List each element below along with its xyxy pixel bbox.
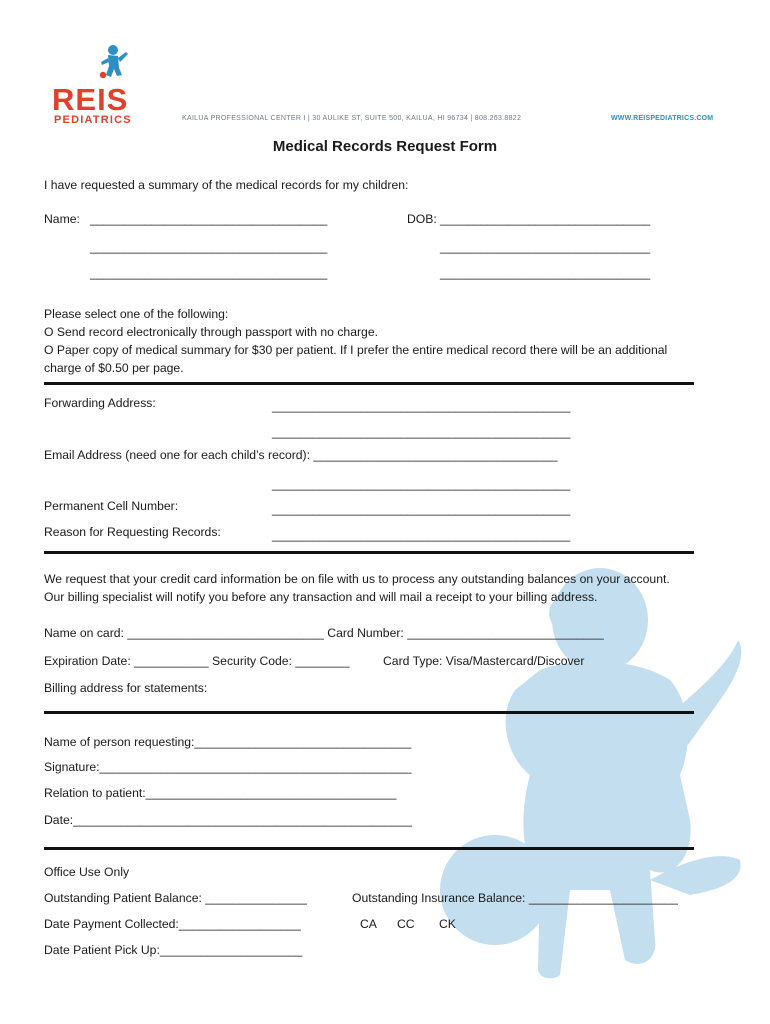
forwarding-address-field-1[interactable]: ____________________________________________ <box>272 399 571 413</box>
reason-label: Reason for Requesting Records: <box>44 525 221 539</box>
email-address-field-2[interactable]: ____________________________________________ <box>272 477 571 491</box>
reason-field[interactable]: ____________________________________________ <box>272 528 571 542</box>
select-heading: Please select one of the following: <box>44 307 229 321</box>
logo-subtitle: PEDIATRICS <box>54 114 132 126</box>
option-paper[interactable]: O Paper copy of medical summary for $30 per patient. If I prefer the entire medical record there will be an additional <box>44 343 668 357</box>
forwarding-address-field-2[interactable]: ____________________________________________ <box>272 425 571 439</box>
payment-collected-field[interactable]: Date Payment Collected:__________________ <box>44 917 301 931</box>
dob-label: DOB: <box>407 212 437 226</box>
billing-address-label: Billing address for statements: <box>44 681 208 695</box>
intro-text: I have requested a summary of the medical records for my children: <box>44 178 409 192</box>
card-type-text: Card Type: Visa/Mastercard/Discover <box>383 654 585 668</box>
child-name-field-2[interactable]: ___________________________________ <box>90 240 328 254</box>
forwarding-address-label: Forwarding Address: <box>44 396 156 410</box>
payment-method-cc[interactable]: CC <box>397 917 415 931</box>
option-electronic[interactable]: O Send record electronically through passport with no charge. <box>44 325 378 339</box>
child-silhouette-watermark <box>420 560 750 980</box>
expiration-security-fields[interactable]: Expiration Date: ___________ Security Code: ________ <box>44 654 350 668</box>
patient-balance-field[interactable]: Outstanding Patient Balance: _______________ <box>44 891 307 905</box>
cell-number-label: Permanent Cell Number: <box>44 499 179 513</box>
insurance-balance-field[interactable]: Outstanding Insurance Balance: ______________________ <box>352 891 678 905</box>
header-website-link[interactable]: WWW.REISPEDIATRICS.COM <box>611 115 714 122</box>
name-label: Name: <box>44 212 80 226</box>
billing-notice-1: We request that your credit card information be on file with us to process any outstanding balances on your account. <box>44 572 670 586</box>
section-divider <box>44 382 694 385</box>
requester-name-field[interactable]: Name of person requesting:________________________________ <box>44 735 412 749</box>
relation-field[interactable]: Relation to patient:_____________________________________ <box>44 786 397 800</box>
logo-wordmark: REIS <box>52 82 129 117</box>
header-address: KAILUA PROFESSIONAL CENTER I | 30 AULIKE ST, SUITE 500, KAILUA, HI 96734 | 808.263.8822 <box>182 115 522 122</box>
payment-method-ck[interactable]: CK <box>439 917 456 931</box>
signature-field[interactable]: Signature:______________________________________________ <box>44 760 412 774</box>
dob-field-3[interactable]: _______________________________ <box>440 266 651 280</box>
section-divider <box>44 847 694 850</box>
option-paper-continued: charge of $0.50 per page. <box>44 361 184 375</box>
section-divider <box>44 711 694 714</box>
card-name-number-fields[interactable]: Name on card: _____________________________ Card Number: _____________________________ <box>44 626 604 640</box>
cell-number-field[interactable]: ____________________________________________ <box>272 502 571 516</box>
pickup-date-field[interactable]: Date Patient Pick Up:_____________________ <box>44 943 303 957</box>
office-use-heading: Office Use Only <box>44 865 130 879</box>
child-name-field-1[interactable]: ___________________________________ <box>90 212 328 226</box>
dob-field-2[interactable]: _______________________________ <box>440 240 651 254</box>
email-address-field[interactable]: Email Address (need one for each child’s record): ____________________________________ <box>44 448 558 462</box>
payment-method-ca[interactable]: CA <box>360 917 377 931</box>
form-title: Medical Records Request Form <box>272 138 498 155</box>
date-field[interactable]: Date:__________________________________________________ <box>44 813 413 827</box>
dob-field-1[interactable]: _______________________________ <box>440 212 651 226</box>
section-divider <box>44 551 694 554</box>
billing-notice-2: Our billing specialist will notify you before any transaction and will mail a receipt to your billing address. <box>44 590 598 604</box>
child-name-field-3[interactable]: ___________________________________ <box>90 266 328 280</box>
